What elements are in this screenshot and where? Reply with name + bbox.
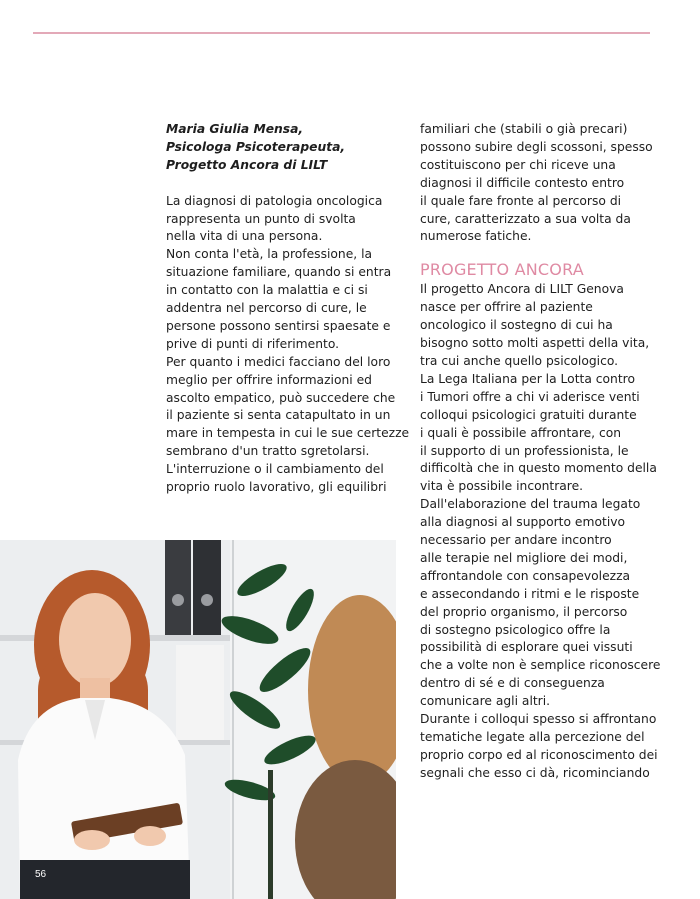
text-line: sembrano d'un tratto sgretolarsi. [166,444,370,459]
text-line: Dall'elaborazione del trauma legato [420,497,641,512]
page-number: 56 [35,869,47,880]
text-line: dentro di sé e di conseguenza [420,676,605,691]
right-column [420,121,660,783]
left-column [166,121,410,497]
text-line: oncologico il sostegno di cui ha [420,318,613,333]
text-line: il supporto di un professionista, le [420,443,629,458]
text-line: difficoltà che in questo momento della [420,461,657,476]
text-line: possono subire degli scossoni, spesso [420,139,653,154]
text-line: vita è possibile incontrare. [420,479,584,494]
author-name: Maria Giulia Mensa, [166,122,304,136]
text-line: tra cui anche quello psicologico. [420,353,619,368]
text-line: persone possono sentirsi spaesate e [166,318,391,333]
text-line: addentra nel percorso di cure, le [166,301,367,316]
project-paragraph [420,281,660,782]
text-line: di sostegno psicologico offre la [420,622,611,637]
text-line: numerose fatiche. [420,229,532,244]
text-line: cure, caratterizzato a sua volta da [420,211,631,226]
counseling-photo [0,540,396,899]
text-line: mare in tempesta in cui le sue certezze [166,426,410,441]
continuation-paragraph [420,121,660,246]
text-line: Durante i colloqui spesso si affrontano [420,712,657,727]
text-line: situazione familiare, quando si entra [166,265,392,280]
text-line: diagnosi il difficile contesto entro [420,175,625,190]
text-line: Il progetto Ancora di LILT Genova [420,282,624,297]
text-line: il quale fare fronte al percorso di [420,193,622,208]
intro-paragraph [166,193,410,497]
text-line: alla diagnosi al supporto emotivo [420,515,626,530]
text-line: ascolto empatico, può succedere che [166,390,396,405]
text-line: proprio ruolo lavorativo, gli equilibri [166,480,387,495]
text-line: costituiscono per chi riceve una [420,157,616,172]
text-line: prive di punti di riferimento. [166,336,340,351]
text-line: rappresenta un punto di svolta [166,211,356,226]
text-line: in contatto con la malattia e ci si [166,283,368,298]
text-line: colloqui psicologici gratuiti durante [420,407,637,422]
text-line: familiari che (stabili o già precari) [420,122,628,136]
text-line: La Lega Italiana per la Lotta contro [420,371,635,386]
text-line: Non conta l'età, la professione, la [166,247,373,262]
top-divider [33,32,650,34]
text-line: possibilità di esplorare quei vissuti [420,640,633,655]
text-line: affrontandole con consapevolezza [420,568,631,583]
author-role: Psicologa Psicoterapeuta, [166,139,346,154]
text-line: alle terapie nel migliore dei modi, [420,550,628,565]
text-line: bisogno sotto molti aspetti della vita, [420,336,650,351]
text-line: il paziente si senta catapultato in un [166,408,391,423]
text-line: del proprio organismo, il percorso [420,604,628,619]
text-line: proprio corpo ed al riconoscimento dei [420,747,658,762]
text-line: i quali è possibile affrontare, con [420,425,622,440]
text-line: nasce per offrire al paziente [420,300,593,315]
text-line: La diagnosi di patologia oncologica [166,193,383,208]
text-line: segnali che esso ci dà, ricominciando [420,765,650,780]
text-line: necessario per andare incontro [420,533,612,548]
section-heading: PROGETTO ANCORA [420,260,584,280]
text-line: i Tumori offre a chi vi aderisce venti [420,389,640,404]
text-line: meglio per offrire informazioni ed [166,372,372,387]
text-line: che a volte non è semplice riconoscere [420,658,661,673]
text-line: comunicare agli altri. [420,694,551,709]
text-line: Per quanto i medici facciano del loro [166,354,391,369]
text-line: tematiche legate alla percezione del [420,730,645,744]
author-project: Progetto Ancora di LILT [166,157,328,172]
text-line: e assecondando i ritmi e le risposte [420,586,640,601]
text-line: L'interruzione o il cambiamento del [166,462,384,477]
text-line: nella vita di una persona. [166,229,323,244]
